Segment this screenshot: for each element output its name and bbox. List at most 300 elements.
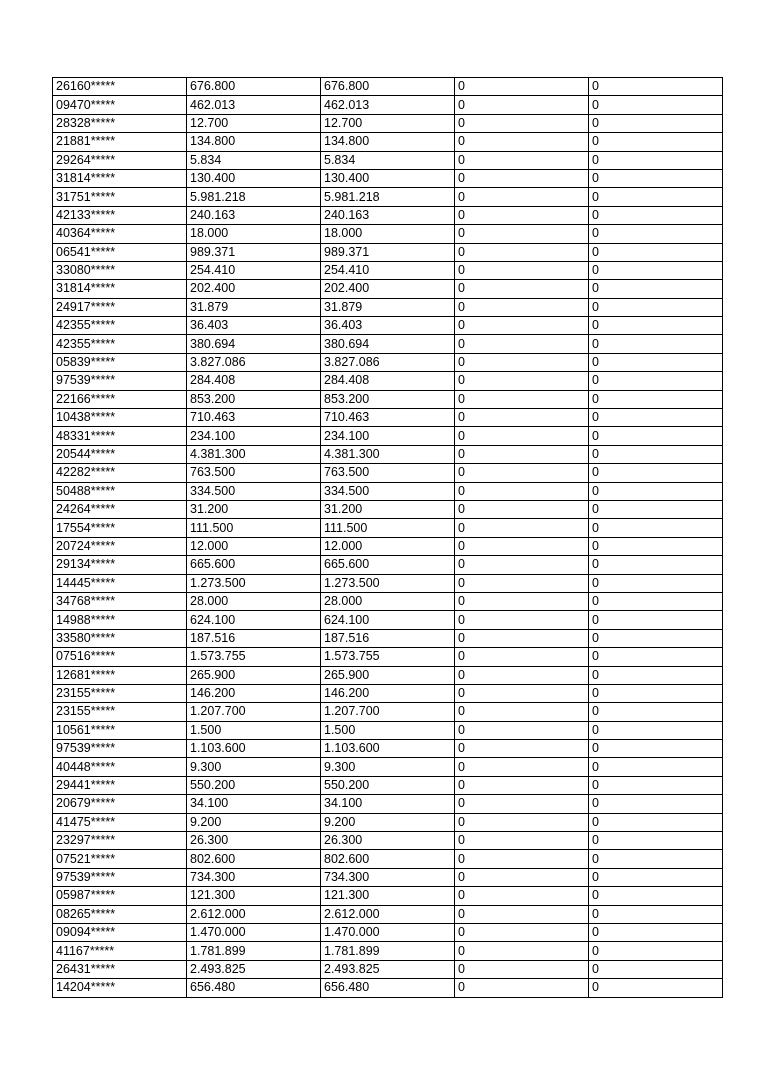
amount-cell-2: 380.694 (321, 335, 455, 353)
amount-cell: 254.410 (187, 261, 321, 279)
table-row (53, 979, 723, 997)
value-cell-2: 0 (589, 592, 723, 610)
id-cell: 40364***** (53, 225, 187, 243)
id-cell: 17554***** (53, 519, 187, 537)
value-cell: 0 (455, 648, 589, 666)
value-cell-2: 0 (589, 795, 723, 813)
value-cell: 0 (455, 372, 589, 390)
id-cell: 22166***** (53, 390, 187, 408)
amount-cell: 5.981.218 (187, 188, 321, 206)
value-cell: 0 (455, 188, 589, 206)
value-cell-2: 0 (589, 206, 723, 224)
id-cell: 24917***** (53, 298, 187, 316)
value-cell-2: 0 (589, 684, 723, 702)
value-cell-2: 0 (589, 537, 723, 555)
amount-cell-2: 1.103.600 (321, 740, 455, 758)
id-cell: 33580***** (53, 629, 187, 647)
value-cell-2: 0 (589, 188, 723, 206)
value-cell-2: 0 (589, 298, 723, 316)
value-cell: 0 (455, 684, 589, 702)
amount-cell: 31.200 (187, 500, 321, 518)
value-cell-2: 0 (589, 225, 723, 243)
id-cell: 29264***** (53, 151, 187, 169)
value-cell-2: 0 (589, 942, 723, 960)
amount-cell-2: 28.000 (321, 592, 455, 610)
data-table (52, 77, 723, 998)
amount-cell: 18.000 (187, 225, 321, 243)
amount-cell: 12.000 (187, 537, 321, 555)
table-body (53, 78, 723, 998)
table-row (53, 795, 723, 813)
value-cell: 0 (455, 500, 589, 518)
value-cell: 0 (455, 556, 589, 574)
amount-cell: 1.273.500 (187, 574, 321, 592)
amount-cell-2: 1.273.500 (321, 574, 455, 592)
table-row (53, 923, 723, 941)
table-row (53, 592, 723, 610)
id-cell: 14204***** (53, 979, 187, 997)
table-row (53, 353, 723, 371)
value-cell: 0 (455, 206, 589, 224)
amount-cell: 710.463 (187, 409, 321, 427)
value-cell: 0 (455, 519, 589, 537)
id-cell: 26160***** (53, 78, 187, 96)
amount-cell: 34.100 (187, 795, 321, 813)
table-row (53, 151, 723, 169)
table-row (53, 390, 723, 408)
amount-cell-2: 710.463 (321, 409, 455, 427)
value-cell: 0 (455, 133, 589, 151)
table-row (53, 482, 723, 500)
amount-cell-2: 187.516 (321, 629, 455, 647)
id-cell: 21881***** (53, 133, 187, 151)
amount-cell-2: 853.200 (321, 390, 455, 408)
amount-cell: 853.200 (187, 390, 321, 408)
value-cell-2: 0 (589, 280, 723, 298)
amount-cell: 9.200 (187, 813, 321, 831)
table-row (53, 776, 723, 794)
value-cell-2: 0 (589, 317, 723, 335)
value-cell: 0 (455, 629, 589, 647)
amount-cell: 187.516 (187, 629, 321, 647)
id-cell: 29441***** (53, 776, 187, 794)
value-cell: 0 (455, 592, 589, 610)
table-row (53, 519, 723, 537)
value-cell: 0 (455, 298, 589, 316)
value-cell-2: 0 (589, 648, 723, 666)
value-cell-2: 0 (589, 261, 723, 279)
value-cell-2: 0 (589, 427, 723, 445)
amount-cell-2: 802.600 (321, 850, 455, 868)
table-row (53, 721, 723, 739)
amount-cell-2: 34.100 (321, 795, 455, 813)
value-cell-2: 0 (589, 740, 723, 758)
table-row (53, 243, 723, 261)
amount-cell-2: 31.879 (321, 298, 455, 316)
value-cell: 0 (455, 611, 589, 629)
id-cell: 34768***** (53, 592, 187, 610)
amount-cell: 130.400 (187, 169, 321, 187)
amount-cell-2: 550.200 (321, 776, 455, 794)
amount-cell-2: 202.400 (321, 280, 455, 298)
amount-cell-2: 2.612.000 (321, 905, 455, 923)
value-cell-2: 0 (589, 758, 723, 776)
value-cell: 0 (455, 353, 589, 371)
amount-cell-2: 234.100 (321, 427, 455, 445)
value-cell: 0 (455, 151, 589, 169)
value-cell-2: 0 (589, 629, 723, 647)
amount-cell-2: 130.400 (321, 169, 455, 187)
amount-cell: 5.834 (187, 151, 321, 169)
id-cell: 08265***** (53, 905, 187, 923)
table-row (53, 206, 723, 224)
id-cell: 97539***** (53, 372, 187, 390)
table-row (53, 666, 723, 684)
value-cell: 0 (455, 280, 589, 298)
value-cell: 0 (455, 335, 589, 353)
amount-cell-2: 3.827.086 (321, 353, 455, 371)
amount-cell-2: 146.200 (321, 684, 455, 702)
amount-cell: 3.827.086 (187, 353, 321, 371)
amount-cell-2: 18.000 (321, 225, 455, 243)
table-row (53, 298, 723, 316)
value-cell-2: 0 (589, 114, 723, 132)
id-cell: 33080***** (53, 261, 187, 279)
id-cell: 10438***** (53, 409, 187, 427)
value-cell-2: 0 (589, 464, 723, 482)
value-cell-2: 0 (589, 372, 723, 390)
id-cell: 23155***** (53, 684, 187, 702)
amount-cell-2: 254.410 (321, 261, 455, 279)
value-cell: 0 (455, 243, 589, 261)
amount-cell-2: 111.500 (321, 519, 455, 537)
table-row (53, 261, 723, 279)
id-cell: 14988***** (53, 611, 187, 629)
amount-cell-2: 734.300 (321, 868, 455, 886)
table-row (53, 648, 723, 666)
value-cell-2: 0 (589, 96, 723, 114)
amount-cell: 1.207.700 (187, 703, 321, 721)
amount-cell: 36.403 (187, 317, 321, 335)
id-cell: 41167***** (53, 942, 187, 960)
table-row (53, 372, 723, 390)
value-cell: 0 (455, 317, 589, 335)
amount-cell: 656.480 (187, 979, 321, 997)
amount-cell-2: 763.500 (321, 464, 455, 482)
amount-cell-2: 12.700 (321, 114, 455, 132)
amount-cell-2: 1.500 (321, 721, 455, 739)
amount-cell-2: 36.403 (321, 317, 455, 335)
value-cell-2: 0 (589, 133, 723, 151)
amount-cell-2: 1.781.899 (321, 942, 455, 960)
table-row (53, 537, 723, 555)
amount-cell: 265.900 (187, 666, 321, 684)
value-cell: 0 (455, 923, 589, 941)
amount-cell-2: 334.500 (321, 482, 455, 500)
amount-cell: 26.300 (187, 832, 321, 850)
amount-cell: 665.600 (187, 556, 321, 574)
amount-cell-2: 624.100 (321, 611, 455, 629)
id-cell: 09094***** (53, 923, 187, 941)
amount-cell-2: 9.200 (321, 813, 455, 831)
table-row (53, 574, 723, 592)
table-row (53, 887, 723, 905)
id-cell: 05839***** (53, 353, 187, 371)
table-row (53, 188, 723, 206)
table-row (53, 942, 723, 960)
amount-cell: 134.800 (187, 133, 321, 151)
table-row (53, 611, 723, 629)
value-cell-2: 0 (589, 905, 723, 923)
id-cell: 31814***** (53, 169, 187, 187)
amount-cell: 334.500 (187, 482, 321, 500)
id-cell: 41475***** (53, 813, 187, 831)
id-cell: 20724***** (53, 537, 187, 555)
amount-cell-2: 1.207.700 (321, 703, 455, 721)
value-cell: 0 (455, 78, 589, 96)
value-cell-2: 0 (589, 832, 723, 850)
value-cell-2: 0 (589, 868, 723, 886)
amount-cell: 989.371 (187, 243, 321, 261)
id-cell: 31751***** (53, 188, 187, 206)
value-cell-2: 0 (589, 611, 723, 629)
amount-cell: 121.300 (187, 887, 321, 905)
value-cell: 0 (455, 979, 589, 997)
id-cell: 31814***** (53, 280, 187, 298)
value-cell: 0 (455, 169, 589, 187)
id-cell: 12681***** (53, 666, 187, 684)
amount-cell-2: 134.800 (321, 133, 455, 151)
amount-cell-2: 1.470.000 (321, 923, 455, 941)
id-cell: 42355***** (53, 335, 187, 353)
value-cell-2: 0 (589, 353, 723, 371)
value-cell: 0 (455, 905, 589, 923)
table-row (53, 758, 723, 776)
value-cell-2: 0 (589, 390, 723, 408)
id-cell: 42282***** (53, 464, 187, 482)
amount-cell-2: 121.300 (321, 887, 455, 905)
amount-cell-2: 12.000 (321, 537, 455, 555)
table-row (53, 500, 723, 518)
amount-cell: 28.000 (187, 592, 321, 610)
id-cell: 07516***** (53, 648, 187, 666)
value-cell: 0 (455, 960, 589, 978)
value-cell: 0 (455, 225, 589, 243)
value-cell: 0 (455, 427, 589, 445)
amount-cell: 202.400 (187, 280, 321, 298)
table-row (53, 169, 723, 187)
id-cell: 28328***** (53, 114, 187, 132)
id-cell: 23155***** (53, 703, 187, 721)
table-row (53, 464, 723, 482)
id-cell: 48331***** (53, 427, 187, 445)
value-cell-2: 0 (589, 169, 723, 187)
value-cell-2: 0 (589, 482, 723, 500)
amount-cell: 234.100 (187, 427, 321, 445)
table-row (53, 114, 723, 132)
value-cell-2: 0 (589, 703, 723, 721)
amount-cell-2: 5.981.218 (321, 188, 455, 206)
value-cell: 0 (455, 813, 589, 831)
value-cell: 0 (455, 96, 589, 114)
table-row (53, 832, 723, 850)
table-row (53, 629, 723, 647)
value-cell: 0 (455, 721, 589, 739)
id-cell: 14445***** (53, 574, 187, 592)
table-row (53, 133, 723, 151)
amount-cell: 1.781.899 (187, 942, 321, 960)
value-cell: 0 (455, 409, 589, 427)
amount-cell: 9.300 (187, 758, 321, 776)
value-cell: 0 (455, 703, 589, 721)
amount-cell: 462.013 (187, 96, 321, 114)
value-cell: 0 (455, 868, 589, 886)
value-cell: 0 (455, 114, 589, 132)
value-cell-2: 0 (589, 960, 723, 978)
amount-cell: 380.694 (187, 335, 321, 353)
amount-cell: 4.381.300 (187, 445, 321, 463)
amount-cell: 2.612.000 (187, 905, 321, 923)
value-cell-2: 0 (589, 776, 723, 794)
value-cell: 0 (455, 482, 589, 500)
table-row (53, 409, 723, 427)
value-cell-2: 0 (589, 78, 723, 96)
table-row (53, 96, 723, 114)
table-row (53, 445, 723, 463)
amount-cell: 1.500 (187, 721, 321, 739)
value-cell-2: 0 (589, 151, 723, 169)
id-cell: 42133***** (53, 206, 187, 224)
amount-cell: 111.500 (187, 519, 321, 537)
table-row (53, 335, 723, 353)
id-cell: 06541***** (53, 243, 187, 261)
value-cell: 0 (455, 261, 589, 279)
value-cell: 0 (455, 795, 589, 813)
amount-cell-2: 4.381.300 (321, 445, 455, 463)
amount-cell-2: 2.493.825 (321, 960, 455, 978)
value-cell-2: 0 (589, 574, 723, 592)
value-cell: 0 (455, 445, 589, 463)
table-row (53, 78, 723, 96)
table-row (53, 868, 723, 886)
amount-cell: 284.408 (187, 372, 321, 390)
value-cell-2: 0 (589, 243, 723, 261)
amount-cell: 2.493.825 (187, 960, 321, 978)
value-cell-2: 0 (589, 979, 723, 997)
id-cell: 07521***** (53, 850, 187, 868)
id-cell: 20544***** (53, 445, 187, 463)
value-cell-2: 0 (589, 887, 723, 905)
id-cell: 23297***** (53, 832, 187, 850)
id-cell: 10561***** (53, 721, 187, 739)
amount-cell: 1.573.755 (187, 648, 321, 666)
amount-cell: 1.470.000 (187, 923, 321, 941)
value-cell-2: 0 (589, 666, 723, 684)
table-row (53, 905, 723, 923)
amount-cell: 12.700 (187, 114, 321, 132)
value-cell: 0 (455, 537, 589, 555)
id-cell: 50488***** (53, 482, 187, 500)
table-row (53, 280, 723, 298)
amount-cell: 31.879 (187, 298, 321, 316)
amount-cell-2: 665.600 (321, 556, 455, 574)
amount-cell: 1.103.600 (187, 740, 321, 758)
value-cell: 0 (455, 574, 589, 592)
value-cell: 0 (455, 776, 589, 794)
amount-cell: 734.300 (187, 868, 321, 886)
amount-cell: 240.163 (187, 206, 321, 224)
amount-cell-2: 656.480 (321, 979, 455, 997)
value-cell: 0 (455, 758, 589, 776)
table-row (53, 684, 723, 702)
table-row (53, 427, 723, 445)
amount-cell-2: 265.900 (321, 666, 455, 684)
amount-cell-2: 26.300 (321, 832, 455, 850)
table-row (53, 850, 723, 868)
id-cell: 24264***** (53, 500, 187, 518)
amount-cell: 624.100 (187, 611, 321, 629)
table-row (53, 740, 723, 758)
amount-cell-2: 284.408 (321, 372, 455, 390)
id-cell: 97539***** (53, 868, 187, 886)
value-cell-2: 0 (589, 813, 723, 831)
value-cell-2: 0 (589, 335, 723, 353)
value-cell-2: 0 (589, 556, 723, 574)
amount-cell: 763.500 (187, 464, 321, 482)
table-row (53, 960, 723, 978)
table-row (53, 703, 723, 721)
amount-cell-2: 676.800 (321, 78, 455, 96)
id-cell: 20679***** (53, 795, 187, 813)
value-cell: 0 (455, 390, 589, 408)
id-cell: 05987***** (53, 887, 187, 905)
amount-cell-2: 240.163 (321, 206, 455, 224)
value-cell: 0 (455, 464, 589, 482)
amount-cell: 802.600 (187, 850, 321, 868)
amount-cell: 676.800 (187, 78, 321, 96)
id-cell: 29134***** (53, 556, 187, 574)
value-cell-2: 0 (589, 721, 723, 739)
amount-cell-2: 1.573.755 (321, 648, 455, 666)
id-cell: 42355***** (53, 317, 187, 335)
value-cell-2: 0 (589, 445, 723, 463)
amount-cell-2: 462.013 (321, 96, 455, 114)
value-cell-2: 0 (589, 923, 723, 941)
value-cell: 0 (455, 832, 589, 850)
value-cell: 0 (455, 942, 589, 960)
id-cell: 26431***** (53, 960, 187, 978)
table-row (53, 317, 723, 335)
id-cell: 97539***** (53, 740, 187, 758)
id-cell: 40448***** (53, 758, 187, 776)
amount-cell-2: 31.200 (321, 500, 455, 518)
amount-cell-2: 9.300 (321, 758, 455, 776)
value-cell-2: 0 (589, 850, 723, 868)
value-cell-2: 0 (589, 409, 723, 427)
amount-cell: 146.200 (187, 684, 321, 702)
value-cell: 0 (455, 740, 589, 758)
table-row (53, 556, 723, 574)
value-cell-2: 0 (589, 500, 723, 518)
amount-cell-2: 989.371 (321, 243, 455, 261)
value-cell: 0 (455, 887, 589, 905)
value-cell: 0 (455, 666, 589, 684)
value-cell-2: 0 (589, 519, 723, 537)
id-cell: 09470***** (53, 96, 187, 114)
amount-cell-2: 5.834 (321, 151, 455, 169)
table-row (53, 813, 723, 831)
value-cell: 0 (455, 850, 589, 868)
